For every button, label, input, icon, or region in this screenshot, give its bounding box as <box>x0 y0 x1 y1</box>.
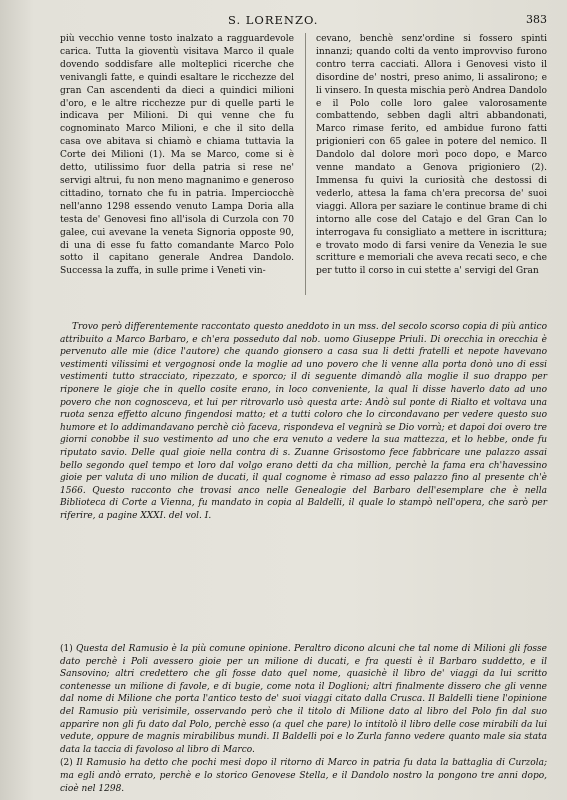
quoted-note <box>60 321 547 631</box>
running-title: S. LORENZO. <box>228 13 319 27</box>
page-number: 383 <box>526 13 547 26</box>
footnote <box>60 757 547 795</box>
footnote-mark: (2) <box>60 758 73 769</box>
footnote <box>60 643 547 756</box>
footnote-text: Questa del Ramusio è la più comune opinione. Peraltro dicono alcuni che tal nome di Milioni gli fosse dato perchè i Poli avessero gioie per un milione di ducati, e fra questi è il Barbaro suddetto, e il Sansovino; altri credettero che gli fosse dato quel nome, quasichè il libro de' viaggi da lui scritto contenesse un milione di favole, e di bugie, come nota il Doglioni; altri finalmente dissero che gli venne dal nome di Milione che porta l'antico testo de' suoi viaggi citato dalla Crusca. Il Baldelli tiene l'opinione del Ramusio più verisimile, osservando però che il titolo di Milione dato al libro del Polo fin dal suo apparire non gli fu dato dal Polo, perchè esso (a quel che pare) lo intitolò il libro delle cose mirabili da lui vedute, oppure de magnis mirabilibus mundi. Il Baldelli poi e lo Zurla fanno vedere quanto male sia stata data la taccia di favoloso al libro di Marco. <box>60 644 547 755</box>
main-text <box>60 33 547 295</box>
right-column <box>316 33 547 295</box>
quoted-note-text: Trovo però differentemente raccontato questo aneddoto in un mss. del secolo scorso copia di più antico attribuito a Marco Barbaro, e ch'era posseduto dal nob. uomo Giuseppe Priuli. Di orecchia in orecchia è pervenuto alle mie (dice l'autore) che quando gionsero a casa sua li detti fratelli et nepote havevano vestimenti vilissimi et vergognosi onde la moglie ad uno povero che li venne alla porta donò uno di essi vestimenti tutto stracciato, ripezzato, e sporco; il di seguente dimandò alla moglie il suo drappo per riponere le gioje che in quello cosite erano, in loco conveniente, la qual li disse haverlo dato ad uno povero che non cognosceva, et lui per ritrovarlo usò questa arte: Andò sul ponte di Rialto et voltava una ruota senza effetto alcuno fingendosi matto; et a tutti coloro che lo circondavano per vedere questo suo humore et lo addimandavano perchè ciò faceva, rispondeva el vegnirà se Dio vorrà; et dapoi doi overo tre giorni conobbe il suo vestimento ad uno che era venuto a vedere la sua mattezza, et lo hebbe, onde fu riputato savio. Delle qual gioie nella contra di s. Zuanne Grisostomo fece fabbricare une palazzo assai bello segondo quel tempo et loro dal volgo erano detti da cha million, perchè la fama era ch'havessino gioie per valuta di uno milion de ducati, il qual cognome è rimaso ad esso palazzo fino al presente ch'è 1566. Questo racconto che trovasi anco nelle Genealogie del Barbaro dell'esemplare che è nella Biblioteca di Corte a Vienna, fu mandato in copia al Baldelli, il quale lo stampò nell'opera, che sarò per riferire, a pagine XXXI. del vol. I. <box>60 322 547 521</box>
left-column-text: più vecchio venne tosto inalzato a ragguardevole carica. Tutta la gioventù visitava Marco il quale dovendo soddisfare alle molteplici ricerche che venivangli fatte, e quindi esaltare le ricchezze del gran Can ascendenti da dieci a quindici milioni d'oro, e le altre ricchezze pur di quelle parti le indicava per Milioni. Di qui venne che fu cognominato Marco Milioni, e che il sito della casa ove abitava si chiamò e chiama tuttavia la Corte dei Milioni (1). Ma se Marco, come si è detto, utilissimo fuor della patria si rese ne' servigi altrui, fu non meno magnanimo e generoso cittadino, tornato che fu in patria. Imperciocchè nell'anno 1298 essendo venuto Lampa Doria alla testa de' Genovesi fino all'isola di Curzola con 70 galee, cui avevane la veneta Signoria opposte 90, di una di esse fu fatto comandante Marco Polo sotto il capitano generale Andrea Dandolo. Successa la zuffa, in sulle prime i Veneti vin- <box>60 34 294 277</box>
column-divider <box>305 33 306 295</box>
running-header <box>0 13 567 29</box>
left-column <box>60 33 294 295</box>
footnotes <box>60 643 547 794</box>
footnote-mark: (1) <box>60 644 73 654</box>
footnote-text: Il Ramusio ha detto che pochi mesi dopo il ritorno di Marco in patria fu data la battaglia di Curzola; ma egli andò errato, perchè e lo storico Genovese Stella, e il Dandolo nostro la pongono tre anni dopo, cioè nel 1298. <box>60 758 547 794</box>
right-column-text: cevano, benchè senz'ordine si fossero spinti innanzi; quando colti da vento improvviso furono contro terra cacciati. Allora i Genovesi visto il disordine de' nostri, preso animo, li assalirono; e li vinsero. In questa mischia però Andrea Dandolo e il Polo colle loro galee valorosamente combattendo, sebben dagli altri abbandonati, Marco rimase ferito, ed ambidue furono fatti prigionieri con 65 galee in potere del nemico. Il Dandolo dal dolore morì poco dopo, e Marco venne mandato a Genova prigioniero (2). Immensa fu quivi la curiosità che destossi di vederlo, attesa la fama ch'era precorsa de' suoi viaggi. Allora per saziare le continue brame di chi intorno alle cose del Catajo e del Gran Can lo interrogava fu consigliato a mettere in iscrittura; e trovato modo di farsi venire da Venezia le sue scritture e memoriali che aveva recati seco, e che per tutto il corso in cui stette a' servigi del Gran <box>316 34 547 277</box>
